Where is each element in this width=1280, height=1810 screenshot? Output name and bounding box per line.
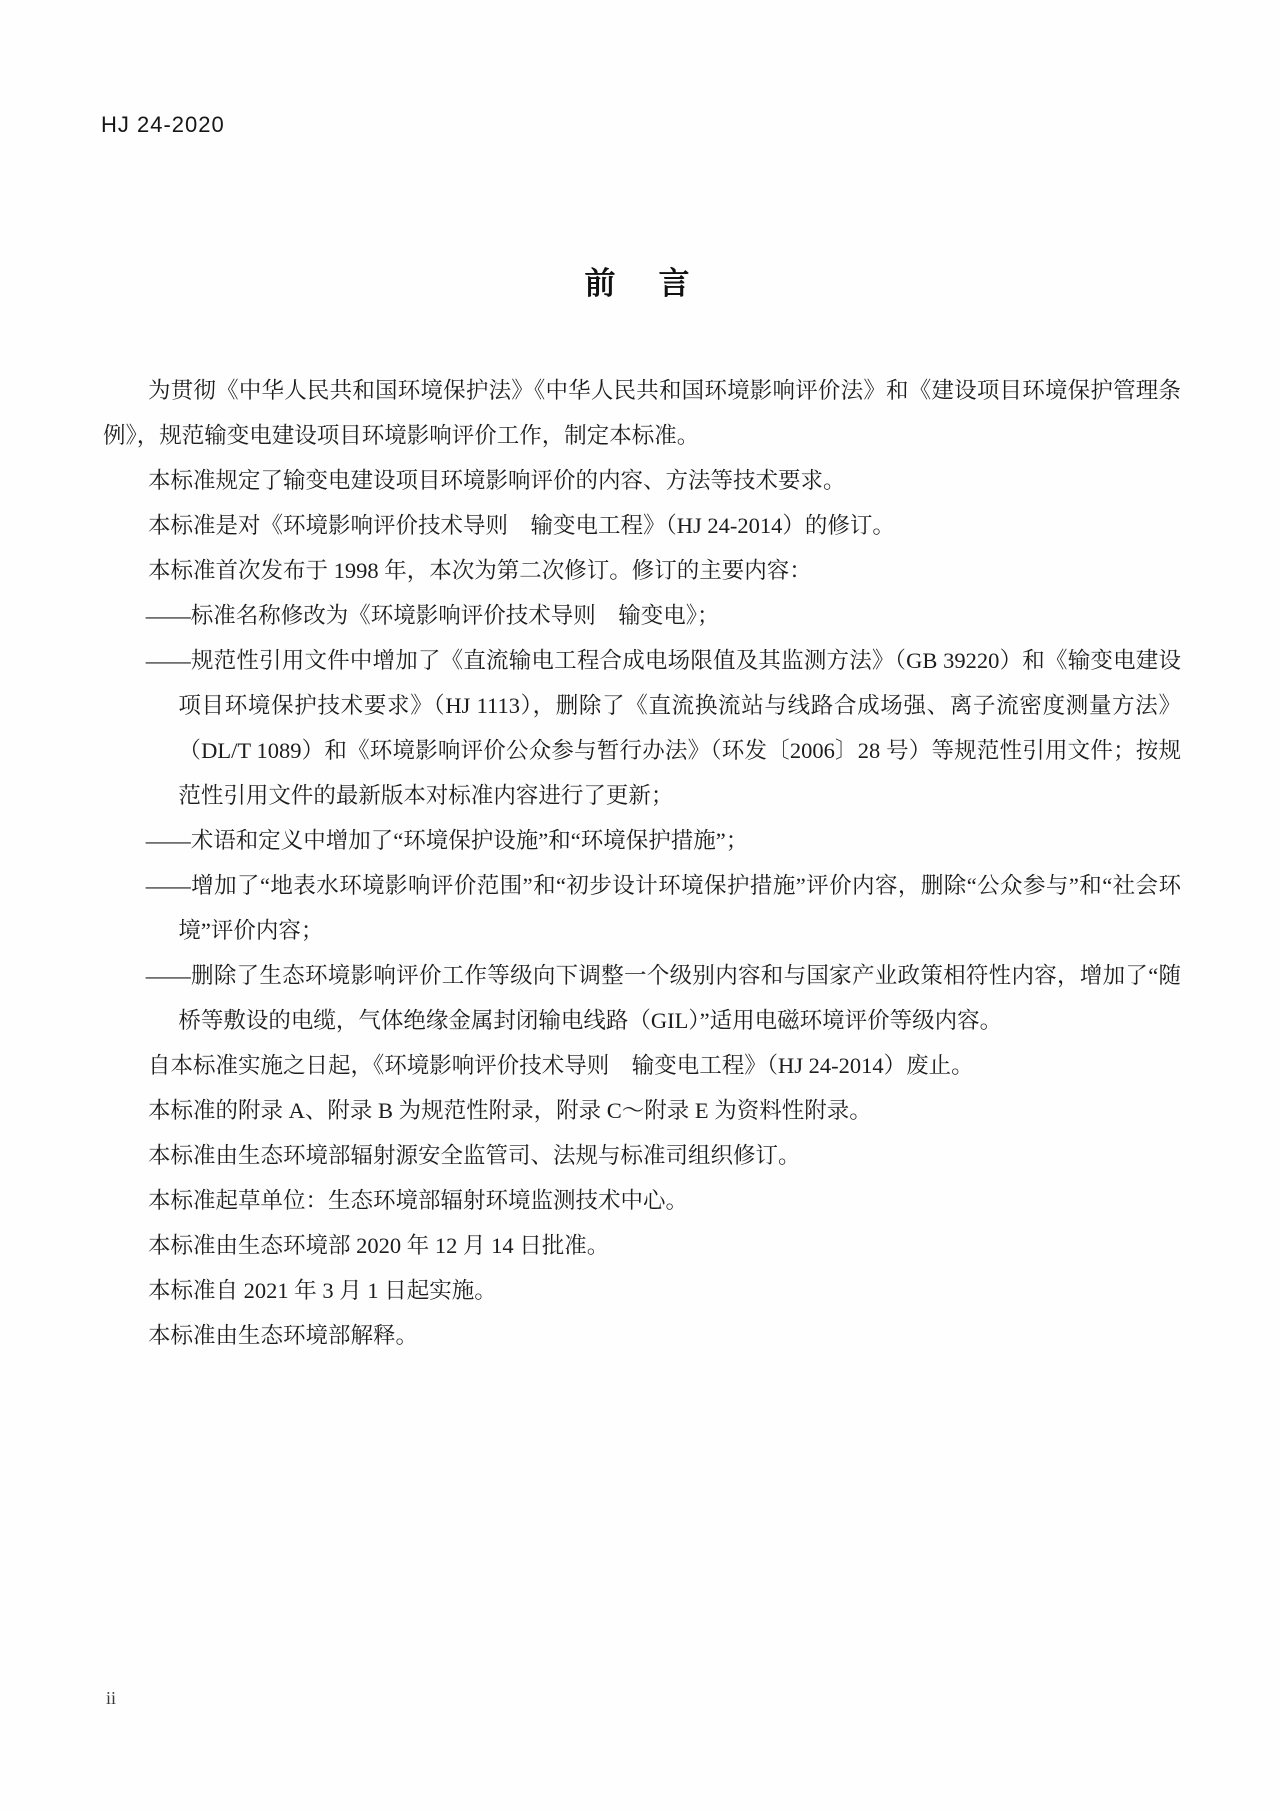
paragraph-supersede: 自本标准实施之日起，《环境影响评价技术导则 输变电工程》（HJ 24-2014）废止。 bbox=[148, 1053, 974, 1078]
revision-item-3: ——术语和定义中增加了“环境保护设施”和“环境保护措施”； bbox=[145, 828, 749, 853]
standard-number: HJ 24-2020 bbox=[101, 112, 225, 137]
page-number: ii bbox=[106, 1688, 117, 1708]
revision-item-5: ——删除了生态环境影响评价工作等级向下调整一个级别内容和与国家产业政策相符性内容，增加了“随桥等敷设的电缆，气体绝缘金属封闭输电线路（GIL）”适用电磁环境评价等级内容。 bbox=[145, 963, 1181, 1033]
paragraph-organizer: 本标准由生态环境部辐射源安全监管司、法规与标准司组织修订。 bbox=[148, 1143, 801, 1168]
paragraph-history: 本标准首次发布于 1998 年，本次为第二次修订。修订的主要内容： bbox=[148, 558, 812, 583]
revision-item-2: ——规范性引用文件中增加了《直流输电工程合成电场限值及其监测方法》（GB 39220）和《输变电建设项目环境保护技术要求》（HJ 1113），删除了《直流换流站与线路合成场强、离子流密度测量方法》（DL/T 1089）和《环境影响评价公众参与暂行办法》（环发〔2006〕28 号）等规范性引用文件；按规范性引用文件的最新版本对标准内容进行了更新； bbox=[145, 648, 1181, 808]
paragraph-appendices: 本标准的附录 A、附录 B 为规范性附录，附录 C～附录 E 为资料性附录。 bbox=[148, 1098, 872, 1123]
paragraph-purpose: 为贯彻《中华人民共和国环境保护法》《中华人民共和国环境影响评价法》和《建设项目环境保护管理条例》，规范输变电建设项目环境影响评价工作，制定本标准。 bbox=[103, 378, 1181, 448]
paragraph-revision-of: 本标准是对《环境影响评价技术导则 输变电工程》（HJ 24-2014）的修订。 bbox=[148, 513, 895, 538]
paragraph-approval-date: 本标准由生态环境部 2020 年 12 月 14 日批准。 bbox=[148, 1233, 610, 1258]
paragraph-effective-date: 本标准自 2021 年 3 月 1 日起实施。 bbox=[148, 1278, 497, 1303]
paragraph-interpreter: 本标准由生态环境部解释。 bbox=[148, 1323, 419, 1348]
revision-item-1: ——标准名称修改为《环境影响评价技术导则 输变电》； bbox=[145, 603, 720, 628]
paragraph-drafting-unit: 本标准起草单位：生态环境部辐射环境监测技术中心。 bbox=[148, 1188, 689, 1213]
paragraph-scope: 本标准规定了输变电建设项目环境影响评价的内容、方法等技术要求。 bbox=[148, 468, 846, 493]
revision-item-4: ——增加了“地表水环境影响评价范围”和“初步设计环境保护措施”评价内容，删除“公众参与”和“社会环境”评价内容； bbox=[145, 873, 1181, 943]
page-title: 前 言 bbox=[584, 266, 696, 301]
foreword-content bbox=[103, 368, 1181, 1358]
